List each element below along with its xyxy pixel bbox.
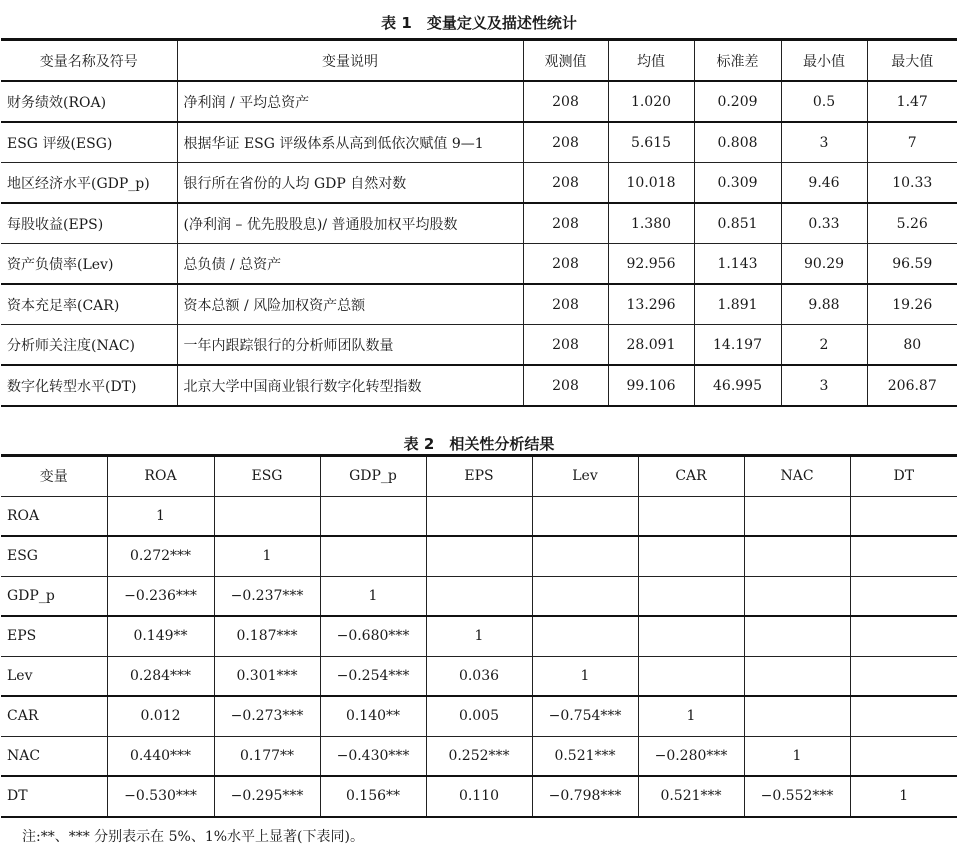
stat-cell: 1.143	[694, 244, 781, 285]
correlation-cell: 0.440***	[107, 736, 214, 776]
stat-cell: 0.209	[694, 81, 781, 122]
stat-cell: 7	[867, 122, 957, 163]
variable-description-cell: 根据华证 ESG 评级体系从高到低依次赋值 9—1	[177, 122, 523, 163]
row-label-cell: GDP_p	[1, 576, 107, 616]
correlation-table	[1, 454, 957, 818]
correlation-cell	[638, 656, 744, 696]
column-header: Lev	[532, 456, 638, 497]
stat-cell: 1.380	[608, 203, 694, 244]
column-header: ROA	[107, 456, 214, 497]
stat-cell: 13.296	[608, 284, 694, 325]
stat-cell: 1.47	[867, 81, 957, 122]
stat-cell: 208	[523, 284, 608, 325]
stat-cell: 46.995	[694, 365, 781, 406]
correlation-cell: 0.272***	[107, 536, 214, 576]
row-label-cell: ESG	[1, 536, 107, 576]
correlation-cell: 0.005	[426, 696, 532, 736]
correlation-cell	[850, 536, 957, 576]
table-row	[1, 496, 957, 536]
correlation-cell: 0.187***	[214, 616, 320, 656]
stat-cell: 208	[523, 163, 608, 204]
column-header: 变量	[1, 456, 107, 497]
correlation-cell	[744, 616, 850, 656]
correlation-cell	[320, 536, 426, 576]
correlation-cell: 0.012	[107, 696, 214, 736]
table-row	[1, 616, 957, 656]
correlation-cell: 0.177**	[214, 736, 320, 776]
variable-description-cell: 总负债 / 总资产	[177, 244, 523, 285]
stat-cell: 5.26	[867, 203, 957, 244]
stat-cell: 0.33	[781, 203, 867, 244]
correlation-cell	[532, 496, 638, 536]
correlation-cell: −0.798***	[532, 776, 638, 817]
correlation-cell: 1	[744, 736, 850, 776]
table-row	[1, 325, 957, 366]
column-header: EPS	[426, 456, 532, 497]
table-row	[1, 576, 957, 616]
column-header: GDP_p	[320, 456, 426, 497]
variable-name-cell: ESG 评级(ESG)	[1, 122, 177, 163]
correlation-cell	[638, 576, 744, 616]
stat-cell: 208	[523, 81, 608, 122]
stat-cell: 96.59	[867, 244, 957, 285]
correlation-cell: −0.273***	[214, 696, 320, 736]
table-row	[1, 122, 957, 163]
correlation-cell	[744, 656, 850, 696]
correlation-cell	[214, 496, 320, 536]
row-label-cell: NAC	[1, 736, 107, 776]
correlation-cell: −0.237***	[214, 576, 320, 616]
correlation-cell: 1	[320, 576, 426, 616]
stat-cell: 9.88	[781, 284, 867, 325]
correlation-cell	[744, 536, 850, 576]
table-row	[1, 656, 957, 696]
correlation-cell: 0.036	[426, 656, 532, 696]
correlation-cell: −0.280***	[638, 736, 744, 776]
table-row	[1, 776, 957, 817]
correlation-cell: 1	[638, 696, 744, 736]
table-header-row	[1, 40, 957, 82]
table-row	[1, 203, 957, 244]
correlation-cell	[638, 616, 744, 656]
correlation-cell: 0.521***	[532, 736, 638, 776]
table-header-row	[1, 456, 957, 497]
table2-title: 表 2 相关性分析结果	[403, 435, 555, 453]
correlation-cell	[638, 496, 744, 536]
stat-cell: 14.197	[694, 325, 781, 366]
row-label-cell: DT	[1, 776, 107, 817]
stat-cell: 0.5	[781, 81, 867, 122]
column-header: 最大值	[867, 40, 957, 82]
correlation-cell: 1	[214, 536, 320, 576]
stat-cell: 80	[867, 325, 957, 366]
correlation-cell: 0.521***	[638, 776, 744, 817]
correlation-cell: 0.284***	[107, 656, 214, 696]
variable-description-cell: 资本总额 / 风险加权资产总额	[177, 284, 523, 325]
stat-cell: 0.808	[694, 122, 781, 163]
correlation-cell	[532, 536, 638, 576]
correlation-cell	[850, 496, 957, 536]
variable-description-cell: 银行所在省份的人均 GDP 自然对数	[177, 163, 523, 204]
correlation-cell: 0.156**	[320, 776, 426, 817]
stat-cell: 3	[781, 365, 867, 406]
column-header: CAR	[638, 456, 744, 497]
correlation-cell: 0.252***	[426, 736, 532, 776]
stat-cell: 99.106	[608, 365, 694, 406]
row-label-cell: ROA	[1, 496, 107, 536]
variable-name-cell: 财务绩效(ROA)	[1, 81, 177, 122]
variable-name-cell: 资产负债率(Lev)	[1, 244, 177, 285]
variable-name-cell: 每股收益(EPS)	[1, 203, 177, 244]
correlation-cell: 0.149**	[107, 616, 214, 656]
stat-cell: 208	[523, 325, 608, 366]
variable-name-cell: 分析师关注度(NAC)	[1, 325, 177, 366]
variable-name-cell: 数字化转型水平(DT)	[1, 365, 177, 406]
correlation-cell: −0.236***	[107, 576, 214, 616]
stat-cell: 5.615	[608, 122, 694, 163]
correlation-cell	[850, 736, 957, 776]
stat-cell: 1.020	[608, 81, 694, 122]
correlation-cell: −0.552***	[744, 776, 850, 817]
column-header: ESG	[214, 456, 320, 497]
descriptive-statistics-table	[1, 38, 957, 407]
correlation-cell	[850, 656, 957, 696]
variable-name-cell: 资本充足率(CAR)	[1, 284, 177, 325]
correlation-cell: −0.530***	[107, 776, 214, 817]
correlation-cell: 0.110	[426, 776, 532, 817]
stat-cell: 92.956	[608, 244, 694, 285]
column-header: 均值	[608, 40, 694, 82]
correlation-cell	[744, 576, 850, 616]
stat-cell: 208	[523, 244, 608, 285]
column-header: 观测值	[523, 40, 608, 82]
correlation-cell: −0.680***	[320, 616, 426, 656]
stat-cell: 208	[523, 365, 608, 406]
table-row	[1, 81, 957, 122]
column-header: 最小值	[781, 40, 867, 82]
stat-cell: 10.018	[608, 163, 694, 204]
table-row	[1, 696, 957, 736]
table1-title: 表 1 变量定义及描述性统计	[381, 14, 577, 32]
table-row	[1, 536, 957, 576]
correlation-cell: −0.254***	[320, 656, 426, 696]
correlation-cell	[850, 576, 957, 616]
column-header: 变量说明	[177, 40, 523, 82]
stat-cell: 10.33	[867, 163, 957, 204]
table-row	[1, 284, 957, 325]
column-header: 标准差	[694, 40, 781, 82]
variable-description-cell: 净利润 / 平均总资产	[177, 81, 523, 122]
stat-cell: 28.091	[608, 325, 694, 366]
correlation-cell	[426, 536, 532, 576]
column-header: DT	[850, 456, 957, 497]
table-row	[1, 163, 957, 204]
correlation-cell: 1	[532, 656, 638, 696]
stat-cell: 208	[523, 203, 608, 244]
row-label-cell: Lev	[1, 656, 107, 696]
table-note: 注:**、*** 分别表示在 5%、1%水平上显著(下表同)。	[22, 829, 364, 845]
correlation-cell: −0.295***	[214, 776, 320, 817]
stat-cell: 0.851	[694, 203, 781, 244]
stat-cell: 19.26	[867, 284, 957, 325]
correlation-cell	[850, 616, 957, 656]
correlation-cell: 0.301***	[214, 656, 320, 696]
row-label-cell: EPS	[1, 616, 107, 656]
correlation-cell: 1	[107, 496, 214, 536]
variable-name-cell: 地区经济水平(GDP_p)	[1, 163, 177, 204]
correlation-cell: 0.140**	[320, 696, 426, 736]
stat-cell: 206.87	[867, 365, 957, 406]
correlation-cell	[850, 696, 957, 736]
variable-description-cell: (净利润 – 优先股股息)/ 普通股加权平均股数	[177, 203, 523, 244]
variable-description-cell: 北京大学中国商业银行数字化转型指数	[177, 365, 523, 406]
variable-description-cell: 一年内跟踪银行的分析师团队数量	[177, 325, 523, 366]
correlation-cell	[744, 696, 850, 736]
table-row	[1, 365, 957, 406]
stat-cell: 1.891	[694, 284, 781, 325]
correlation-cell: 1	[850, 776, 957, 817]
correlation-cell	[320, 496, 426, 536]
correlation-cell: −0.754***	[532, 696, 638, 736]
stat-cell: 90.29	[781, 244, 867, 285]
table-row	[1, 736, 957, 776]
stat-cell: 3	[781, 122, 867, 163]
row-label-cell: CAR	[1, 696, 107, 736]
column-header: NAC	[744, 456, 850, 497]
column-header: 变量名称及符号	[1, 40, 177, 82]
stat-cell: 208	[523, 122, 608, 163]
correlation-cell	[638, 536, 744, 576]
stat-cell: 2	[781, 325, 867, 366]
table-row	[1, 244, 957, 285]
stat-cell: 9.46	[781, 163, 867, 204]
correlation-cell	[426, 496, 532, 536]
correlation-cell	[426, 576, 532, 616]
correlation-cell	[744, 496, 850, 536]
correlation-cell: 1	[426, 616, 532, 656]
correlation-cell: −0.430***	[320, 736, 426, 776]
stat-cell: 0.309	[694, 163, 781, 204]
correlation-cell	[532, 616, 638, 656]
correlation-cell	[532, 576, 638, 616]
